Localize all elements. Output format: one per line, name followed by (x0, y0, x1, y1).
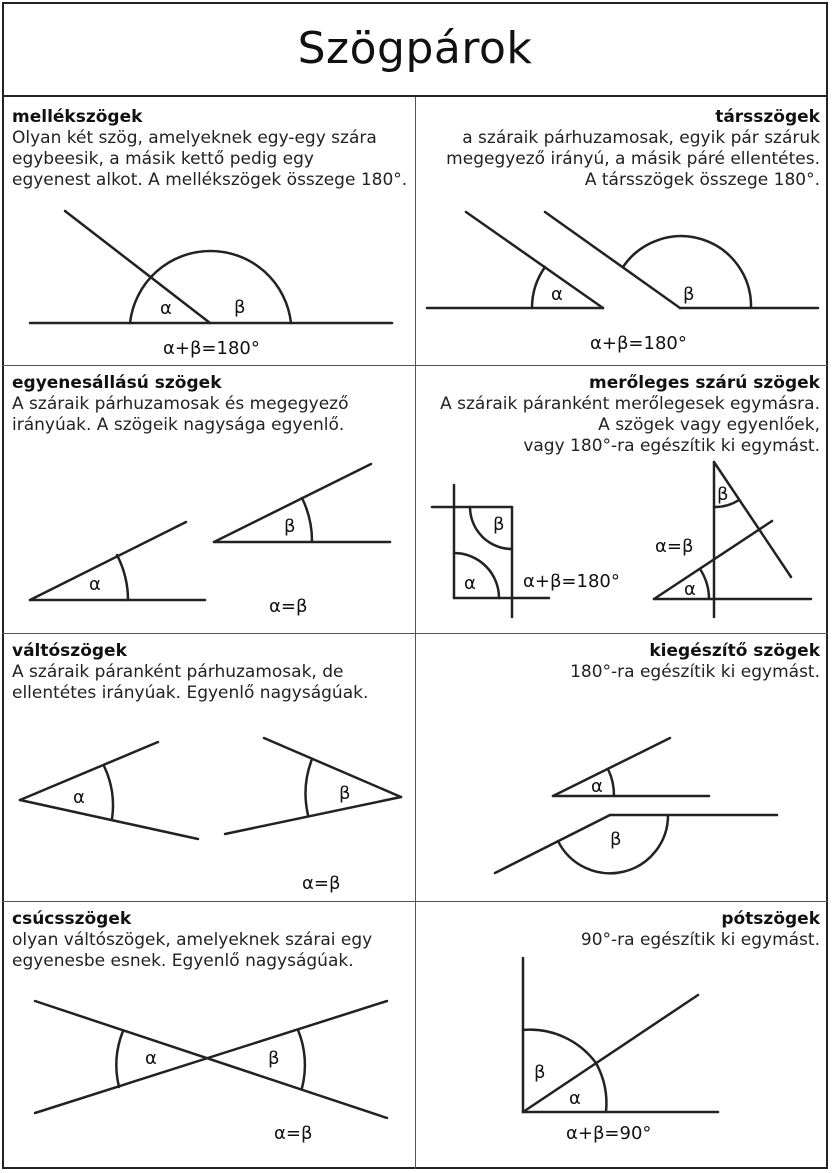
cell-text-line: ellentétes irányúak. Egyenlő nagyságúak. (12, 683, 369, 703)
diagram-mellekszogek (30, 211, 392, 359)
cell-text-line: A szögek vagy egyenlőek, (598, 415, 820, 435)
beta-arm (714, 462, 791, 577)
diagram-valtoszogek (20, 738, 401, 894)
cell-text-line: A száraik párhuzamosak és megegyező (12, 394, 349, 414)
formula-label: α+β=90° (566, 1123, 652, 1144)
cell-heading: mellékszögek (12, 107, 143, 127)
cell-heading: kiegészítő szögek (649, 641, 820, 661)
alpha-label: α (684, 579, 696, 600)
page-title: Szögpárok (2, 2, 828, 97)
alpha-arc (117, 555, 128, 600)
cell-text-line: a száraik párhuzamosak, egyik pár száruk (462, 128, 820, 148)
cell-text-line: irányúak. A szögeik nagysága egyenlő. (12, 415, 345, 435)
formula-label: α=β (274, 1123, 313, 1144)
beta-arc (302, 498, 312, 542)
formula-label: α+β=180° (590, 333, 687, 354)
diagram-tarsszogek (427, 212, 818, 354)
cell-heading: társszögek (715, 107, 820, 127)
beta-lower-arm (225, 797, 401, 834)
middle-arm (523, 995, 698, 1112)
beta-arm (495, 815, 610, 873)
alpha-label: α (591, 776, 603, 797)
alpha-label: α (569, 1088, 581, 1109)
formula-label-sum: α+β=180° (523, 571, 620, 592)
alpha-label: α (551, 284, 563, 305)
formula-label: α+β=180° (163, 338, 260, 359)
cell-text-line: egyenest alkot. A mellékszögek összege 180°. (12, 170, 408, 190)
cell-text-line: olyan váltószögek, amelyeknek szárai egy (12, 930, 373, 950)
formula-label: α=β (302, 873, 341, 894)
diagram-kiegeszito (495, 738, 777, 873)
alpha-arc (116, 1031, 123, 1087)
cell-heading: váltószögek (12, 641, 127, 661)
alpha-upper-arm (20, 742, 158, 800)
cell-text-line: 90°-ra egészítik ki egymást. (580, 930, 820, 950)
beta-label: β (534, 1062, 546, 1083)
diagram-csucsszogek (35, 1001, 387, 1144)
beta-arc (298, 1030, 305, 1088)
beta-label: β (493, 514, 505, 535)
cell-text-line: egybeesik, a másik kettő pedig egy (12, 149, 314, 169)
alpha-arc (104, 766, 113, 819)
cell-heading: pótszögek (721, 909, 820, 929)
beta-label: β (683, 284, 695, 305)
cell-text-line: megegyező irányú, a másik páré ellentétes. (446, 149, 820, 169)
alpha-arc (532, 267, 545, 308)
alpha-arc (596, 1063, 606, 1112)
beta-label: β (234, 297, 246, 318)
alpha-lower-arm (20, 800, 198, 839)
cell-text-line: 180°-ra egészítik ki egymást. (570, 662, 820, 682)
alpha-label: α (73, 787, 85, 808)
alpha-label: α (89, 574, 101, 595)
cell-text-line: A társszögek összege 180°. (584, 170, 820, 190)
beta-arc (523, 1030, 596, 1063)
beta-arc (470, 507, 512, 549)
cell-text-line: egyenesbe esnek. Egyenlő nagyságúak. (12, 951, 354, 971)
alpha-label: α (160, 298, 172, 319)
beta-arc (130, 251, 291, 323)
cell-heading: csúcsszögek (12, 909, 132, 929)
cell-text-line: A száraik páranként merőlegesek egymásra. (440, 394, 820, 414)
diagram-potszogek (523, 958, 718, 1144)
diagram-merolege-szaru (432, 462, 811, 617)
diagram-egyenesallasu (30, 464, 390, 617)
beta-label: β (268, 1048, 280, 1069)
cell-text-line: A száraik páranként párhuzamosak, de (12, 662, 344, 682)
cell-text-line: vagy 180°-ra egészítik ki egymást. (523, 436, 820, 456)
alpha-label: α (464, 573, 476, 594)
beta-label: β (717, 484, 729, 505)
cell-heading: egyenesállású szögek (12, 373, 222, 393)
alpha-arc (454, 553, 499, 598)
angle-arm (65, 211, 210, 323)
arm-right (545, 212, 680, 308)
cell-heading: merőleges szárú szögek (589, 373, 820, 393)
beta-upper-arm (264, 738, 401, 797)
beta-label: β (339, 783, 351, 804)
alpha-arc (608, 769, 614, 796)
beta-label: β (610, 829, 622, 850)
formula-label-equal: α=β (655, 536, 694, 557)
alpha-label: α (145, 1048, 157, 1069)
alpha-arm (30, 522, 186, 600)
cell-text-line: Olyan két szög, amelyeknek egy-egy szára (12, 128, 377, 148)
beta-arc (306, 759, 312, 815)
alpha-arm (553, 738, 670, 796)
beta-label: β (284, 516, 296, 537)
alpha-arc (700, 569, 709, 599)
formula-label: α=β (269, 596, 308, 617)
